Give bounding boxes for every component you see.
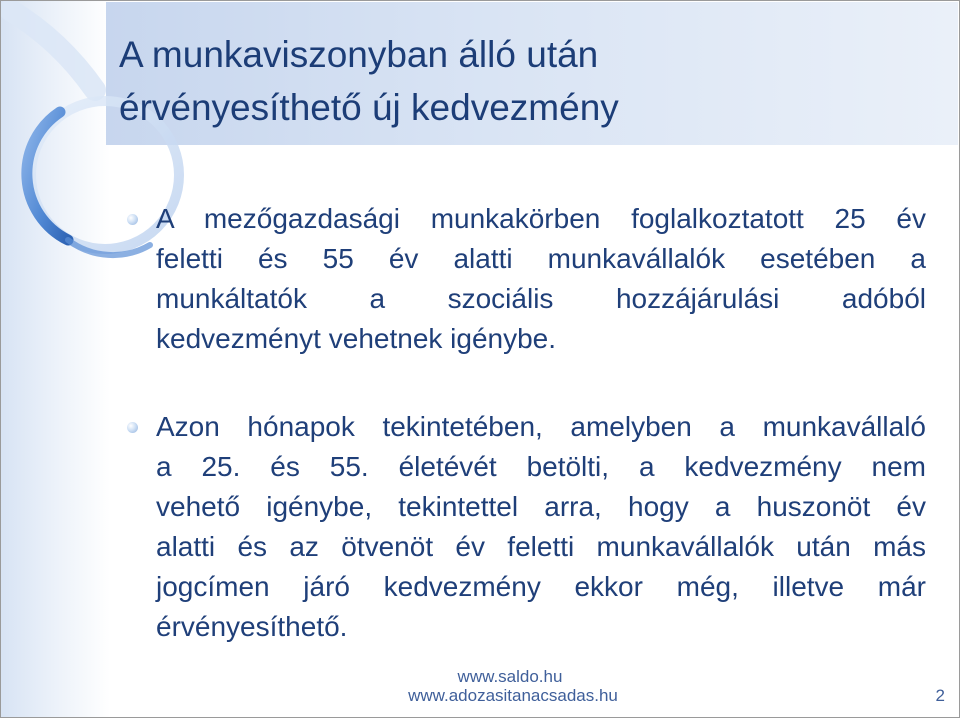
- slide-title-line-2: érvényesíthető új kedvezmény: [119, 87, 619, 128]
- bullet-icon: [127, 422, 138, 433]
- bullet-2-line-2: a 25. és 55. életévét betölti, a kedvezmény nem: [156, 451, 926, 482]
- bullet-2-line-1: Azon hónapok tekintetében, amelyben a munkavállaló: [156, 411, 926, 442]
- slide-title: [119, 28, 939, 134]
- bullet-1-line-2: feletti és 55 év alatti munkavállalók esetében a: [156, 243, 926, 274]
- bullet-2-line-6: érvényesíthető.: [156, 611, 348, 642]
- bullet-icon: [127, 214, 138, 225]
- bullet-text-1: [156, 199, 926, 359]
- bullet-1-line-4: kedvezményt vehetnek igénybe.: [156, 323, 557, 354]
- bullet-1-line-1: A mezőgazdasági munkakörben foglalkoztatott 25 év: [156, 203, 926, 234]
- slide-title-line-1: A munkaviszonyban álló után: [119, 34, 599, 75]
- bullet-2-line-5: jogcímen járó kedvezmény ekkor még, illetve már: [156, 571, 926, 602]
- bullet-2-line-3: vehető igénybe, tekintettel arra, hogy a huszonöt év: [156, 491, 926, 522]
- footer-url-secondary: www.adozasitanacsadas.hu: [408, 686, 618, 705]
- bullet-text-2: [156, 407, 926, 647]
- bullet-2-line-4: alatti és az ötvenöt év feletti munkavállalók után más: [156, 531, 926, 562]
- page-number: 2: [935, 686, 945, 705]
- bullet-1-line-3: munkáltatók a szociális hozzájárulási adóból: [156, 283, 926, 314]
- footer-url-primary: www.saldo.hu: [457, 667, 563, 686]
